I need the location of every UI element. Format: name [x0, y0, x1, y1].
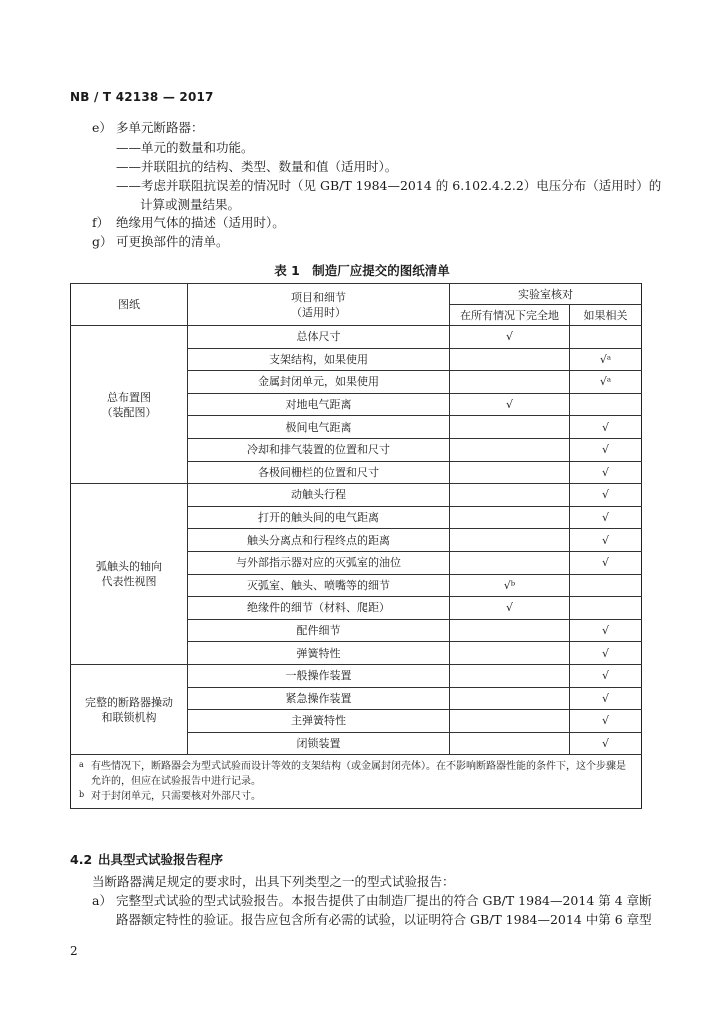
all-cases-cell	[450, 529, 570, 552]
list-text-f: 绝缘用气体的描述（适用时）。	[116, 215, 285, 230]
table-title: 表 1 制造厂应提交的图纸清单	[274, 263, 450, 278]
header-if-relevant: 如果相关	[570, 305, 642, 326]
sub-item-3-line1: ——考虑并联阻抗误差的情况时（见 GB/T 1984—2014 的 6.102.4.2.2）电压分布（适用时）的	[116, 178, 662, 193]
item-cell: 金属封闭单元，如果使用	[188, 371, 450, 394]
group-label-line1: 完整的断路器操动	[85, 695, 173, 709]
if-relevant-cell: √	[570, 416, 642, 439]
note-a-mark: a	[79, 760, 84, 770]
table-notes	[71, 755, 642, 809]
if-relevant-cell: √	[570, 438, 642, 461]
group-label-operating-mechanism	[71, 664, 188, 754]
section-heading	[70, 850, 223, 868]
section-item-a-line1	[92, 891, 652, 909]
note-a-text: 有些情况下，断路器会为型式试验而设计等效的支架结构（或金属封闭壳体）。在不影响断路器性能的条件下，这个步骤是允许的，但应在试验报告中进行记录。	[91, 761, 626, 788]
all-cases-cell	[450, 551, 570, 574]
section-number: 4.2	[70, 852, 93, 867]
if-relevant-cell: √	[570, 664, 642, 687]
if-relevant-cell	[570, 574, 642, 597]
if-relevant-cell: √	[570, 732, 642, 755]
group-label-line2: 和联锁机构	[101, 710, 157, 724]
note-b-text: 对于封闭单元，只需要核对外部尺寸。	[91, 791, 261, 803]
page-number: 2	[70, 944, 78, 958]
section-intro: 当断路器满足规定的要求时，出具下列类型之一的型式试验报告：	[92, 874, 455, 889]
header-all-cases: 在所有情况下完全地	[450, 305, 570, 326]
group-label-general-arrangement	[71, 326, 188, 484]
if-relevant-cell: √	[570, 619, 642, 642]
all-cases-cell	[450, 416, 570, 439]
item-cell: 配件细节	[188, 619, 450, 642]
all-cases-cell	[450, 506, 570, 529]
all-cases-cell: √ᵇ	[450, 574, 570, 597]
if-relevant-cell	[570, 597, 642, 620]
group-label-line1: 总布置图	[107, 390, 151, 404]
item-cell: 对地电气距离	[188, 393, 450, 416]
list-marker-g: g）	[92, 234, 113, 249]
header-lab-check: 实验室核对	[450, 284, 642, 305]
all-cases-cell: √	[450, 597, 570, 620]
all-cases-cell	[450, 664, 570, 687]
item-cell: 主弹簧特性	[188, 710, 450, 733]
item-cell: 触头分离点和行程终点的距离	[188, 529, 450, 552]
all-cases-cell: √	[450, 393, 570, 416]
item-cell: 总体尺寸	[188, 326, 450, 349]
sub-item-2: ——并联阻抗的结构、类型、数量和值（适用时）。	[116, 159, 398, 174]
header-drawing: 图纸	[71, 284, 188, 326]
header-item	[188, 284, 450, 326]
item-cell: 绝缘件的细节（材料、爬距）	[188, 597, 450, 620]
all-cases-cell	[450, 484, 570, 507]
list-marker-e: e）	[92, 120, 112, 135]
list-item-e	[92, 118, 204, 136]
if-relevant-cell: √	[570, 710, 642, 733]
if-relevant-cell: √	[570, 484, 642, 507]
table-note-b	[79, 789, 635, 804]
all-cases-cell	[450, 732, 570, 755]
all-cases-cell: √	[450, 326, 570, 349]
table-note-a	[79, 759, 635, 789]
list-text-g: 可更换部件的清单。	[116, 234, 229, 249]
sub-item-1: ——单元的数量和功能。	[116, 140, 254, 155]
if-relevant-cell: √	[570, 551, 642, 574]
section-item-a-line2: 路器额定特性的验证。报告应包含所有必需的试验，以证明符合 GB/T 1984—2014 中第 6 章型	[116, 912, 652, 927]
header-item-line2: （适用时）	[291, 305, 346, 319]
list-item-f	[92, 213, 285, 231]
all-cases-cell	[450, 438, 570, 461]
group-label-line2: （装配图）	[101, 405, 157, 419]
if-relevant-cell: √ᵃ	[570, 348, 642, 371]
item-cell: 紧急操作装置	[188, 687, 450, 710]
group-label-arcing-contact-view	[71, 484, 188, 665]
item-cell: 弹簧特性	[188, 642, 450, 665]
item-cell: 一般操作装置	[188, 664, 450, 687]
if-relevant-cell: √ᵃ	[570, 371, 642, 394]
all-cases-cell	[450, 619, 570, 642]
standard-code-header: NB / T 42138 — 2017	[70, 90, 214, 104]
item-cell: 动触头行程	[188, 484, 450, 507]
sub-item-3-line2: 计算或测量结果。	[140, 197, 241, 212]
section-item-a-marker: a）	[92, 893, 112, 908]
table-row	[71, 326, 642, 349]
table-row	[71, 664, 642, 687]
if-relevant-cell: √	[570, 642, 642, 665]
list-marker-f: f）	[92, 215, 110, 230]
note-b-mark: b	[79, 790, 85, 800]
item-cell: 极间电气距离	[188, 416, 450, 439]
if-relevant-cell: √	[570, 529, 642, 552]
drawing-list-table	[70, 283, 642, 809]
item-cell: 支架结构，如果使用	[188, 348, 450, 371]
section-item-a-text1: 完整型式试验的型式试验报告。本报告提供了由制造厂提出的符合 GB/T 1984—2014 第 4 章断	[116, 893, 652, 908]
if-relevant-cell: √	[570, 461, 642, 484]
all-cases-cell	[450, 371, 570, 394]
list-item-g	[92, 232, 229, 250]
group-label-line1: 弧触头的轴向	[96, 560, 162, 574]
item-cell: 打开的触头间的电气距离	[188, 506, 450, 529]
if-relevant-cell: √	[570, 687, 642, 710]
table-row	[71, 484, 642, 507]
list-text-e: 多单元断路器：	[116, 120, 204, 135]
section-title: 出具型式试验报告程序	[98, 852, 224, 867]
if-relevant-cell	[570, 326, 642, 349]
if-relevant-cell	[570, 393, 642, 416]
item-cell: 灭弧室、触头、喷嘴等的细节	[188, 574, 450, 597]
all-cases-cell	[450, 461, 570, 484]
all-cases-cell	[450, 710, 570, 733]
all-cases-cell	[450, 687, 570, 710]
item-cell: 闭锁装置	[188, 732, 450, 755]
group-label-line2: 代表性视图	[101, 575, 157, 589]
all-cases-cell	[450, 348, 570, 371]
item-cell: 冷却和排气装置的位置和尺寸	[188, 438, 450, 461]
all-cases-cell	[450, 642, 570, 665]
item-cell: 各极间栅栏的位置和尺寸	[188, 461, 450, 484]
if-relevant-cell: √	[570, 506, 642, 529]
item-cell: 与外部指示器对应的灭弧室的油位	[188, 551, 450, 574]
header-item-line1: 项目和细节	[291, 290, 346, 304]
